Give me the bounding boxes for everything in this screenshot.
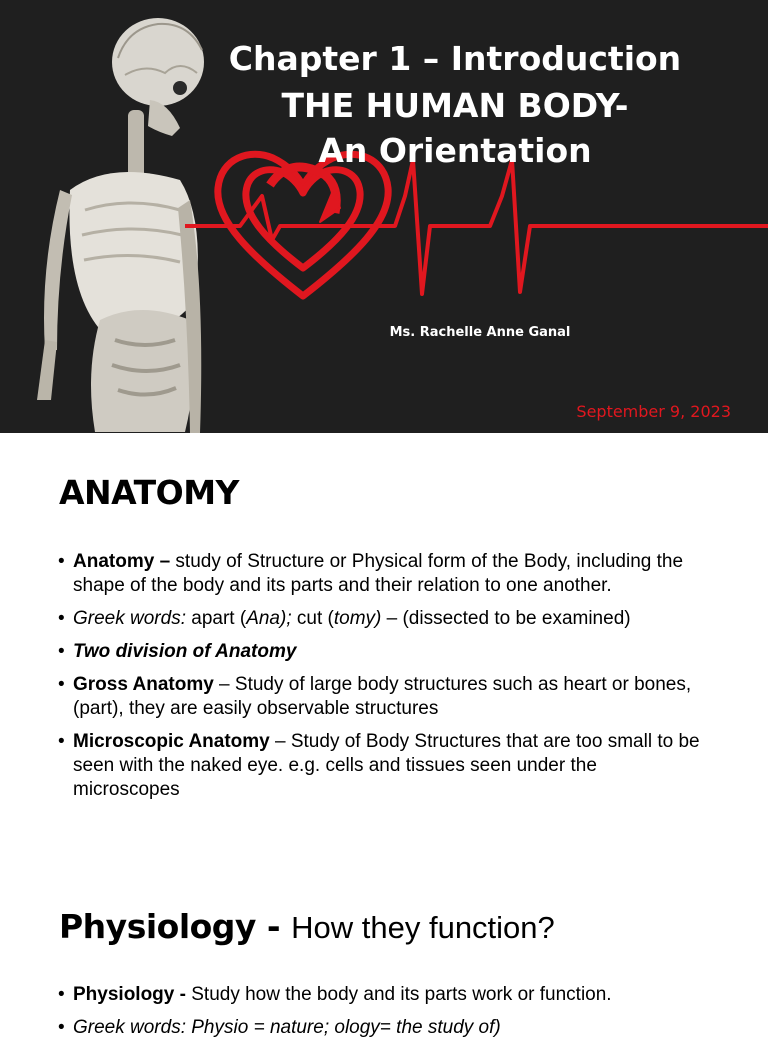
physiology-heading (59, 907, 555, 946)
bullet-text: – Study of Body Structures that are too small to be seen with the naked eye. e.g. cells and tissues seen under the microscopes (73, 731, 700, 800)
list-item (58, 550, 708, 598)
bullet-text: study of Structure or Physical form of the Body, including the shape of the body and its parts and their relation to one another. (73, 551, 684, 596)
physiology-bullet-list (58, 983, 708, 1049)
bullet-italic: Greek words: (73, 608, 186, 629)
list-item (58, 640, 708, 664)
bullet-term: Physiology - (73, 984, 186, 1005)
anatomy-heading: ANATOMY (59, 473, 239, 512)
bullet-italic: tomy) (333, 608, 382, 629)
bullet-text: Study how the body and its parts work or function. (185, 984, 612, 1005)
title-line-1: Chapter 1 – Introduction (228, 39, 682, 78)
bullet-text: – Study of large body structures such as heart or bones, (part), they are easily observable structures (73, 674, 692, 719)
bullet-term: Microscopic Anatomy (73, 731, 270, 752)
anatomy-slide (0, 433, 768, 1038)
title-line-3: An Orientation (318, 131, 592, 170)
title-line-2: THE HUMAN BODY- (281, 86, 629, 125)
list-item (58, 607, 708, 631)
list-item (58, 983, 708, 1007)
list-item (58, 1016, 708, 1040)
bullet-text: Two division of Anatomy (73, 641, 297, 662)
bullet-italic: Ana); (246, 608, 292, 629)
bullet-text: – (dissected to be examined) (381, 608, 631, 629)
anatomy-bullet-list (58, 550, 708, 811)
presentation-date: September 9, 2023 (576, 402, 731, 421)
list-item (58, 730, 708, 802)
title-slide (0, 0, 768, 433)
list-item (58, 673, 708, 721)
bullet-term: Anatomy – (73, 551, 171, 572)
presenter-name: Ms. Rachelle Anne Ganal (389, 325, 571, 340)
bullet-text: cut ( (291, 608, 334, 629)
physiology-heading-subtitle: How they function? (291, 910, 555, 945)
bullet-text: apart ( (185, 608, 247, 629)
bullet-text: Greek words: Physio = nature; ology= the study of) (73, 1017, 501, 1038)
bullet-term: Gross Anatomy (73, 674, 214, 695)
physiology-heading-title: Physiology - (59, 907, 281, 946)
skeleton-illustration (37, 18, 204, 433)
